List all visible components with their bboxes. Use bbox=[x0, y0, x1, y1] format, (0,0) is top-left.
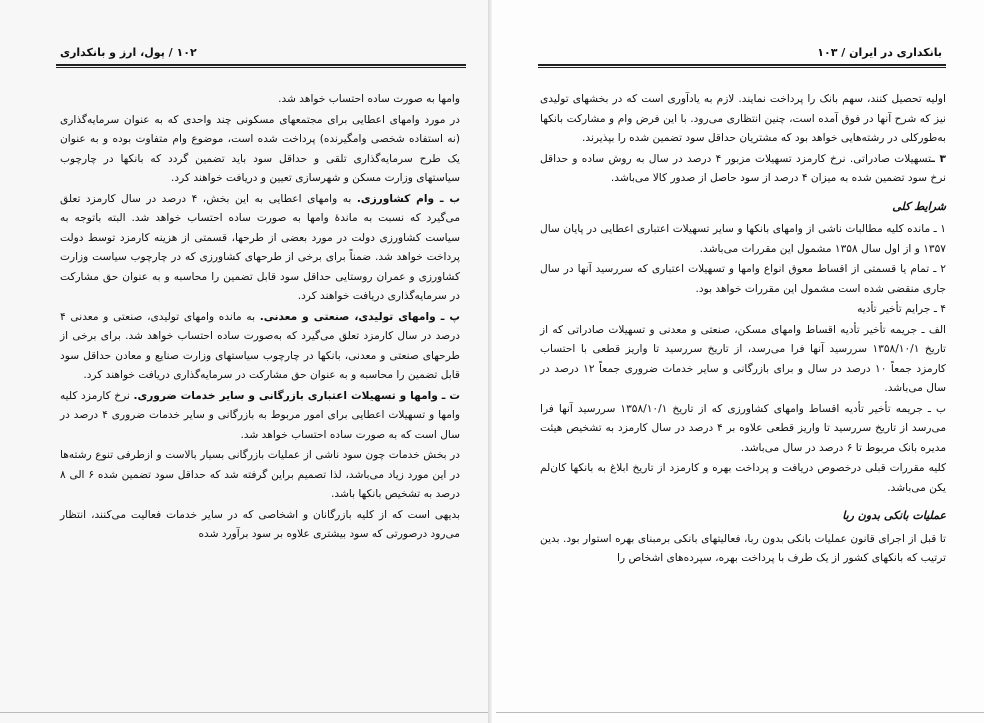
right-paragraph-text: کلیه مقررات قبلی درخصوص دریافت و پرداخت بهره و کارمزد از تاریخ ابلاغ به بانکها کان‌لم یکن می‌باشد. bbox=[540, 462, 946, 494]
right-paragraph bbox=[540, 300, 946, 320]
right-paragraph-lead: ۳ ـ bbox=[931, 152, 946, 165]
right-page-body bbox=[540, 90, 946, 570]
right-paragraph bbox=[540, 459, 946, 498]
left-paragraph bbox=[60, 190, 460, 307]
left-running-header: ۱۰۲ / پول، ارز و بانکداری bbox=[60, 46, 197, 59]
left-paragraph bbox=[60, 308, 460, 386]
left-paragraph bbox=[60, 446, 460, 505]
left-paragraph bbox=[60, 111, 460, 189]
right-running-header: بانکداری در ایران / ۱۰۳ bbox=[817, 46, 942, 59]
left-paragraph-lead: ب ـ وام کشاورزی. bbox=[356, 192, 461, 205]
left-header-rule bbox=[56, 64, 466, 66]
left-paragraph-text: بدیهی است که از کلیه بازرگانان و اشخاصی که در سایر خدمات فعالیت می‌کنند، انتظار می‌رود درصورتی که سود بیشتری علاوه بر سود برآورد شده bbox=[60, 508, 460, 540]
right-paragraph bbox=[540, 150, 946, 189]
right-header-rule bbox=[538, 64, 946, 66]
right-paragraph-text: تسهیلات صادراتی. نرخ کارمزد تسهیلات مزبور ۴ درصد در سال به روش ساده و حداقل نرخ سود تضمین شده به میزان ۴ درصد از سود حاصل از صدور کالا می‌باشد. bbox=[540, 152, 946, 184]
left-paragraph bbox=[60, 90, 460, 110]
left-paragraph-text: نرخ کارمزد کلیه وامها و تسهیلات اعطایی برای امور مربوط به بازرگانی و سایر خدمات ضروری ۴ درصد در سال است که به صورت ساده احتساب خواهد شد. bbox=[60, 389, 460, 441]
left-paragraph-text: وامها به صورت ساده احتساب خواهد شد. bbox=[278, 93, 460, 105]
right-page bbox=[492, 0, 984, 723]
left-paragraph-text: در بخش خدمات چون سود ناشی از عملیات بازرگانی بسیار بالاست و ازطرفی تنوع رشته‌ها در این مورد زیاد می‌باشد، لذا تصمیم براین گرفته شد که حداقل سود تضمین شده ۶ الی ۸ درصد به تشخیص بانکها باشد. bbox=[60, 449, 460, 500]
right-paragraph-text: تا قبل از اجرای قانون عملیات بانکی بدون ربا، فعالیتهای بانکی برمبنای بهره استوار بود. بدین ترتیب که بانکهای کشور از یک طرف با پرداخت بهره، سپرده‌های اشخاص را bbox=[540, 532, 946, 564]
right-paragraph bbox=[540, 400, 946, 459]
left-page-edge bbox=[0, 712, 488, 713]
right-section-heading: عملیات بانکی بدون ربا bbox=[842, 509, 946, 522]
left-paragraph bbox=[60, 387, 460, 446]
right-paragraph bbox=[540, 530, 946, 569]
left-paragraph-lead: ت ـ وامها و تسهیلات اعتباری بازرگانی و سایر خدمات ضروری. bbox=[133, 389, 460, 402]
left-paragraph-text: به وامهای اعطایی به این بخش، ۴ درصد در سال کارمزد تعلق می‌گیرد که نسبت به ماندهٔ وامها به صورت ساده احتساب خواهد شد. البته باتوجه به سیاست کشاورزی دولت در مورد بعضی از طرحها، قسمتی از هزینه کارمزد توسط دولت پرداخت خواهد شد. ضمناً برای برخی از طرحهای کشاورزی که در چارچوب سیاست وزارت کشاورزی و عمران روستایی حداقل سود قابل تضمین را محاسبه و به عنوان حق مشارکت در سرمایه‌گذاری دریافت خواهند کرد. bbox=[60, 192, 460, 302]
left-paragraph-text: به مانده وامهای تولیدی، صنعتی و معدنی ۴ درصد در سال کارمزد تعلق می‌گیرد که به‌صورت ساده احتساب خواهد شد. برای برخی از طرحهای صنعتی و معدنی، بانکها در چارچوب سیاستهای وزارت صنایع و معادن حداقل سود قابل تضمین را محاسبه و به عنوان حق مشارکت در سرمایه‌گذاری دریافت خواهند کرد. bbox=[60, 310, 460, 381]
right-paragraph bbox=[540, 90, 946, 149]
right-paragraph-text: ۴ ـ جرایم تأخیر تأدیه bbox=[857, 303, 946, 315]
right-paragraph-text: ب ـ جریمه تأخیر تأدیه اقساط وامهای کشاورزی که از تاریخ ۱۳۵۸/۱۰/۱ سررسید آنها فرا می‌رسد از تاریخ سررسید تا واریز قطعی علاوه بر ۴ درصد در سال کارمزد به تشخیص هیئت مدیره بانک مربوط تا ۶ درصد در سال می‌باشد. bbox=[540, 402, 946, 454]
right-paragraph-text: الف ـ جریمه تأخیر تأدیه اقساط وامهای مسکن، صنعتی و معدنی و تسهیلات صادراتی که از تاریخ ۱۳۵۸/۱۰/۱ سررسید آنها فرا می‌رسد، از تاریخ سررسید تا واریز قطعی با احتساب کارمزد جمعاً ۱۰ درصد در سال و برای بازرگانی و سایر خدمات ضروری جمعاً ۱۲ درصد در سال می‌باشد. bbox=[540, 323, 946, 394]
right-paragraph bbox=[540, 220, 946, 259]
right-header-rule-thin bbox=[538, 67, 946, 68]
left-paragraph-text: در مورد وامهای اعطایی برای مجتمعهای مسکونی چند واحدی که به عنوان سرمایه‌گذاری (نه استفاده شخصی وامگیرنده) پرداخت شده است، موضوع وام متفاوت بوده و به عنوان یک طرح سرمایه‌گذاری تلقی و حداقل سود باید تضمین گردد که بانکها در چارچوب سیاستهای وزارت مسکن و شهرسازی تعیین و دریافت خواهند کرد. bbox=[60, 113, 460, 184]
left-header-rule-thin bbox=[56, 67, 466, 68]
right-paragraph bbox=[540, 260, 946, 299]
left-page-body bbox=[60, 90, 460, 546]
left-paragraph-lead: پ ـ وامهای تولیدی، صنعتی و معدنی. bbox=[259, 310, 460, 323]
left-paragraph bbox=[60, 506, 460, 545]
right-section-heading: شرایط کلی bbox=[892, 199, 946, 213]
right-paragraph-text: ۲ ـ تمام یا قسمتی از اقساط معوق انواع وامها و تسهیلات اعتباری که سررسید آنها در سال جاری منقضی شده است مشمول این مقررات خواهد بود. bbox=[540, 263, 946, 295]
right-paragraph-text: اولیه تحصیل کنند، سهم بانک را پرداخت نمایند. لازم به یادآوری است که در بخشهای تولیدی نیز که شرح آنها در فوق آمده است، چنین انتظاری می‌رود. با این فرض وام و مشارکت بانکها به‌طورکلی در رشته‌هایی خواهد بود که مشتریان حداقل سود تضمین شده را بپذیرند. bbox=[540, 93, 946, 144]
right-paragraph-text: ۱ ـ مانده کلیه مطالبات ناشی از وامهای بانکها و سایر تسهیلات اعتباری اعطایی در پایان سال ۱۳۵۷ و از اول سال ۱۳۵۸ مشمول این مقررات می‌باشد. bbox=[540, 223, 946, 255]
right-paragraph bbox=[540, 321, 946, 399]
right-page-edge bbox=[496, 712, 984, 713]
